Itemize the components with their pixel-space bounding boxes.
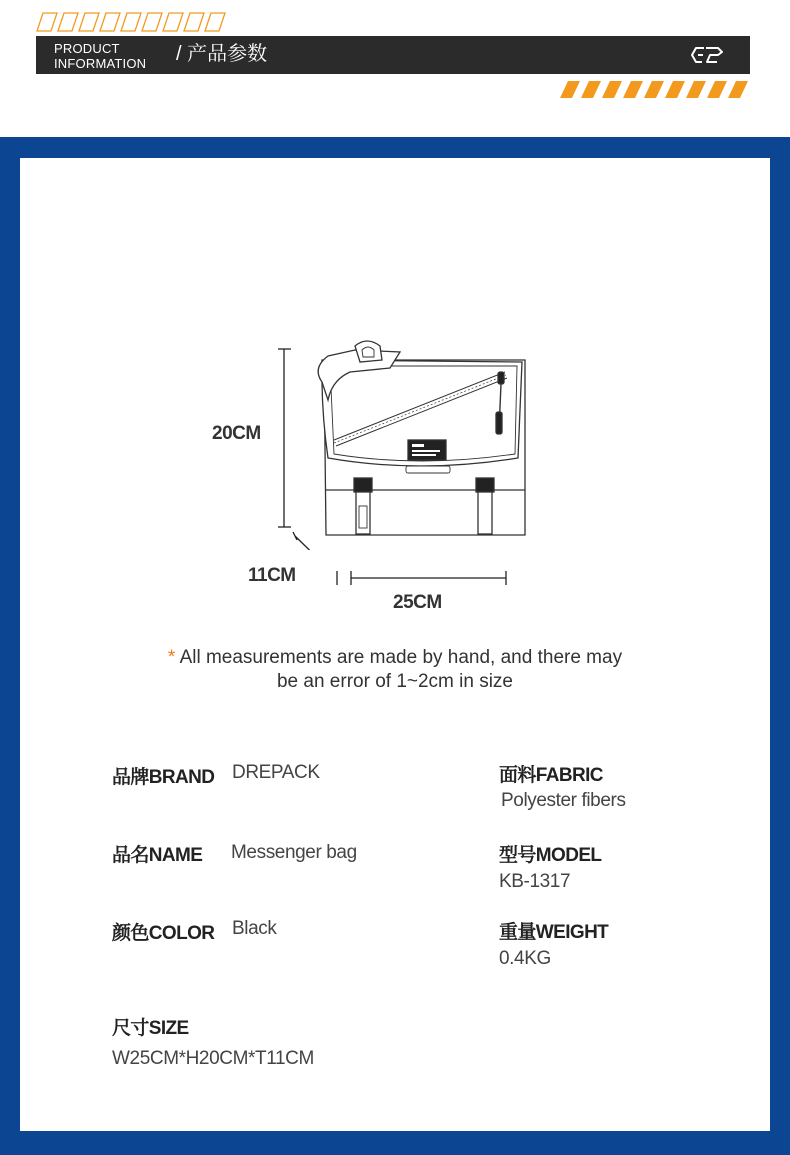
name-label: 品名NAME bbox=[112, 845, 203, 866]
bag-dimension-diagram bbox=[270, 340, 540, 550]
note-asterisk: * bbox=[167, 647, 176, 668]
height-label: 20CM bbox=[212, 423, 261, 444]
width-label: 25CM bbox=[393, 592, 442, 613]
filled-stripes-decoration bbox=[560, 81, 752, 99]
measurement-note bbox=[0, 646, 790, 670]
width-dimension-line bbox=[330, 568, 520, 590]
weight-value: 0.4KG bbox=[499, 948, 551, 969]
model-label: 型号MODEL bbox=[499, 845, 602, 866]
measurement-note-line2: be an error of 1~2cm in size bbox=[276, 671, 514, 692]
fabric-label: 面料FABRIC bbox=[499, 765, 603, 786]
brand-logo-icon bbox=[690, 46, 724, 64]
weight-label: 重量WEIGHT bbox=[499, 922, 609, 943]
fabric-value: Polyester fibers bbox=[501, 790, 626, 811]
height-dimension-line bbox=[278, 349, 291, 527]
messenger-bag-illustration bbox=[318, 341, 525, 535]
header-title-en: PRODUCT INFORMATION bbox=[54, 41, 147, 71]
color-value: Black bbox=[232, 918, 277, 939]
header-title-cn: / 产品参数 bbox=[176, 43, 268, 65]
size-label: 尺寸SIZE bbox=[112, 1018, 189, 1039]
note-line1: All measurements are made by hand, and there may bbox=[179, 647, 623, 668]
brand-label: 品牌BRAND bbox=[112, 767, 215, 788]
name-value: Messenger bag bbox=[231, 842, 357, 863]
model-value: KB-1317 bbox=[499, 871, 571, 892]
header-bar bbox=[36, 36, 750, 74]
size-value: W25CM*H20CM*T11CM bbox=[112, 1048, 314, 1069]
depth-label: 11CM bbox=[248, 565, 296, 586]
content-panel bbox=[20, 158, 770, 1131]
color-label: 颜色COLOR bbox=[112, 923, 215, 944]
outline-stripes-decoration bbox=[36, 12, 226, 32]
brand-value: DREPACK bbox=[232, 762, 320, 783]
